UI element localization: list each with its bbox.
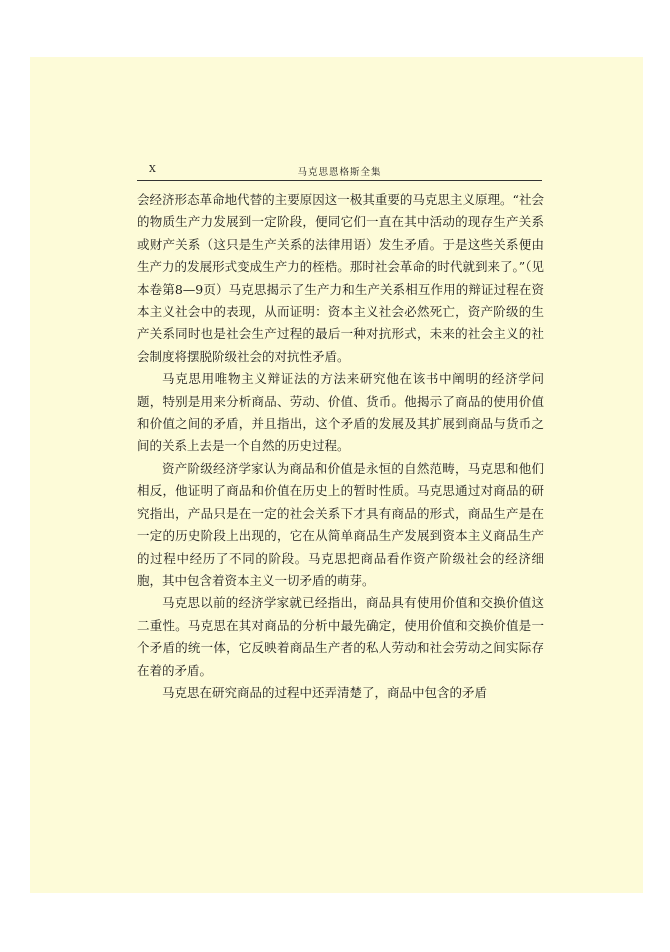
book-title: 马克思恩格斯全集	[297, 167, 382, 178]
page-folio: X	[149, 164, 156, 175]
paragraph: 马克思以前的经济学家就已经指出，商品具有使用价值和交换价值这二重性。马克思在其对商品的分析中最先确定，使用价值和交换价值是一个矛盾的统一体，它反映着商品生产者的私人劳动和社会劳动之间实际存在着的矛盾。	[137, 595, 544, 678]
paragraph: 马克思用唯物主义辩证法的方法来研究他在该书中阐明的经济学问题，特别是用来分析商品、劳动、价值、货币。他揭示了商品的使用价值和价值之间的矛盾，并且指出，这个矛盾的发展及其扩展到商品与货币之间的关系上去是一个自然的历史过程。	[137, 371, 544, 454]
running-head	[137, 162, 542, 181]
body-text	[137, 189, 544, 704]
paragraph: 马克思在研究商品的过程中还弄清楚了，商品中包含的矛盾	[162, 684, 488, 700]
paragraph: 资产阶级经济学家认为商品和价值是永恒的自然范畴，马克思和他们相反，他证明了商品和价值在历史上的暂时性质。马克思通过对商品的研究指出，产品只是在一定的社会关系下才具有商品的形式，商品生产是在一定的历史阶段上出现的，它在从简单商品生产发展到资本主义商品生产的过程中经历了不同的阶段。马克思把商品看作资产阶级社会的经济细胞，其中包含着资本主义一切矛盾的萌芽。	[137, 460, 544, 588]
paragraph-continued: 会经济形态革命地代替的主要原因这一极其重要的马克思主义原理。“社会的物质生产力发展到一定阶段，便同它们一直在其中活动的现存生产关系或财产关系（这只是生产关系的法律用语）发生矛盾。于是这些关系便由生产力的发展形式变成生产力的桎梏。那时社会革命的时代就到来了。”（见本卷第8—9页）马克思揭示了生产力和生产关系相互作用的辩证过程在资本主义社会中的表现，从而证明：资本主义社会必然死亡，资产阶级的生产关系同时也是社会生产过程的最后一种对抗形式，未来的社会主义的社会制度将摆脱阶级社会的对抗性矛盾。	[137, 192, 544, 364]
